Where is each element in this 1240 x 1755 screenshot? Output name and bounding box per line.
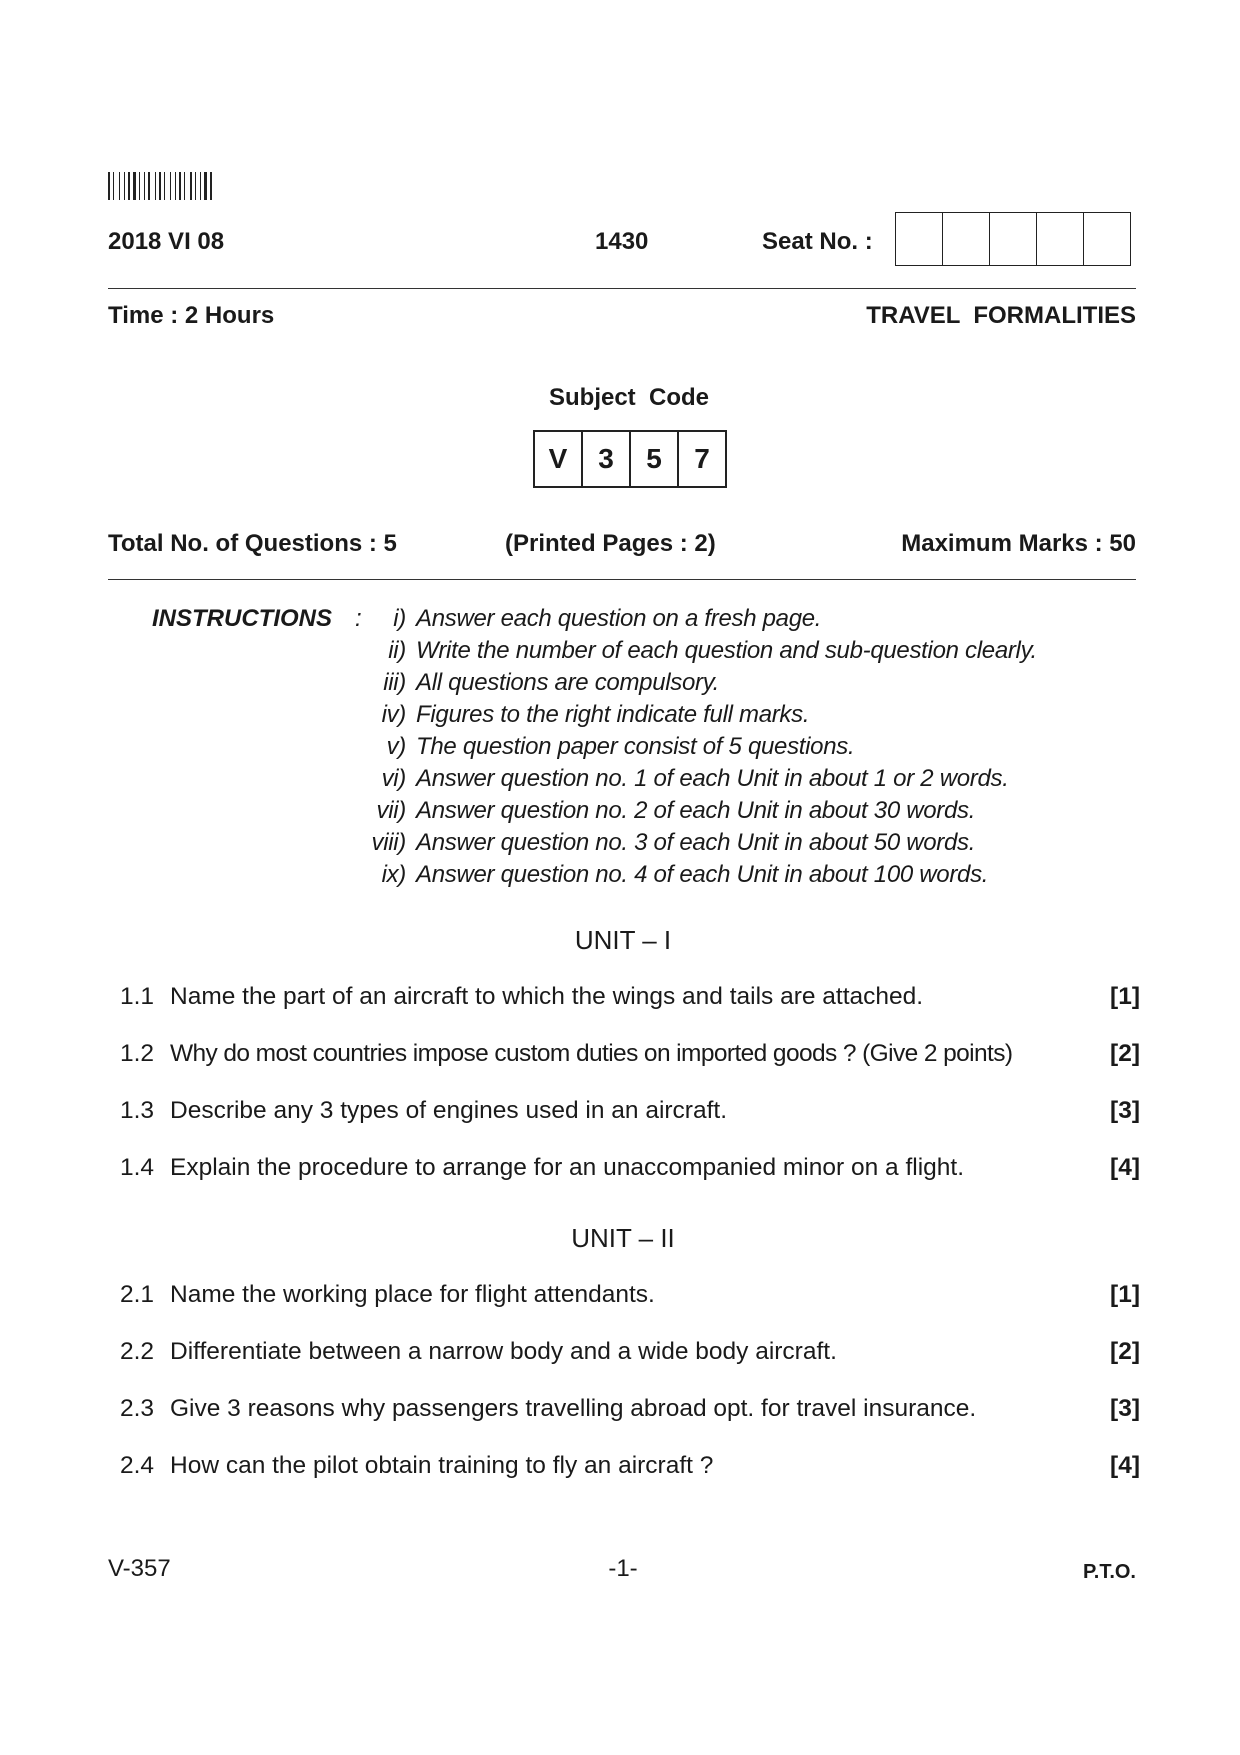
question-text: Explain the procedure to arrange for an unaccompanied minor on a flight. [170,1154,965,1181]
barcode-gap [193,172,194,200]
barcode-bar [108,172,110,200]
question-number: 2.3 [120,1395,155,1422]
question-number: 2.2 [120,1338,155,1365]
exam-code: 2018 VI 08 [108,228,225,255]
barcode-gap [146,172,147,200]
barcode-gap [182,172,183,200]
instructions-divider [108,579,1136,580]
seat-box[interactable] [943,213,990,265]
barcode-gap [197,172,199,200]
question-marks: [4] [1110,1452,1140,1479]
unit-heading: UNIT – II [571,1223,675,1253]
barcode-bar [164,172,165,200]
barcode-gap [166,172,169,200]
barcode-bar [144,172,145,200]
instruction-item [300,669,1160,701]
instruction-item [300,637,1160,669]
instruction-number: i) [393,605,406,632]
barcode-bar [124,172,125,200]
barcode-bar [204,172,207,200]
subject-code-char: 5 [631,432,679,486]
total-questions: Total No. of Questions : 5 [108,530,397,557]
instruction-number: iv) [381,701,406,728]
instruction-text: Answer question no. 1 of each Unit in about 1 or 2 words. [416,765,1009,792]
subject-code-char: 7 [694,443,710,474]
instruction-text: Write the number of each question and sub-question clearly. [416,637,1037,664]
barcode-gap [141,172,143,200]
instruction-item [300,733,1160,765]
barcode-gap [126,172,127,200]
instruction-text: Answer question no. 3 of each Unit in about 50 words. [416,829,976,856]
barcode-bar [179,172,181,200]
barcode [108,172,248,200]
question-row [120,1040,1140,1074]
time-allowed: Time : 2 Hours [108,302,275,329]
barcode-gap [186,172,189,200]
instruction-item [300,765,1160,797]
instructions-colon: : [355,605,362,632]
barcode-bar [200,172,201,200]
question-row [120,1395,1140,1429]
instruction-number: iii) [383,669,406,696]
question-marks: [3] [1110,1097,1140,1124]
instruction-item [300,829,1160,861]
question-row [120,1452,1140,1486]
barcode-bar [195,172,196,200]
instruction-text: Answer question no. 4 of each Unit in about 100 words. [416,861,989,888]
question-marks: [1] [1110,1281,1140,1308]
instruction-number: vi) [381,765,406,792]
barcode-gap [111,172,112,200]
instruction-text: Figures to the right indicate full marks. [416,701,810,728]
question-row [120,1338,1140,1372]
question-text: Name the part of an aircraft to which the wings and tails are attached. [170,983,924,1010]
question-text: Differentiate between a narrow body and a wide body aircraft. [170,1338,837,1365]
barcode-bar [113,172,114,200]
question-marks: [1] [1110,983,1140,1010]
barcode-bar [170,172,171,200]
question-text: Give 3 reasons why passengers travelling abroad opt. for travel insurance. [170,1395,977,1422]
seat-box[interactable] [896,213,943,265]
question-text: How can the pilot obtain training to fly an aircraft ? [170,1452,714,1479]
subject-code-char: V [535,432,583,486]
seat-box[interactable] [990,213,1037,265]
question-number: 1.2 [120,1040,155,1067]
barcode-bar [175,172,176,200]
question-text: Why do most countries impose custom duties on imported goods ? (Give 2 points) [170,1040,1013,1067]
instruction-number: ii) [388,637,406,664]
barcode-bar [190,172,192,200]
question-text: Name the working place for flight attendants. [170,1281,655,1308]
question-number: 1.1 [120,983,155,1010]
question-number: 1.4 [120,1154,155,1181]
seat-box[interactable] [1037,213,1084,265]
instructions-label: INSTRUCTIONS [152,605,332,632]
barcode-gap [151,172,154,200]
footer-paper-code: V-357 [108,1555,171,1582]
instruction-text: Answer question no. 2 of each Unit in about 30 words. [416,797,976,824]
instruction-text: Answer each question on a fresh page. [416,605,822,632]
barcode-gap [172,172,174,200]
question-text: Describe any 3 types of engines used in an aircraft. [170,1097,728,1124]
barcode-gap [121,172,123,200]
instruction-item [300,861,1160,893]
barcode-gap [202,172,203,200]
instruction-item [300,797,1160,829]
barcode-bar [128,172,130,200]
barcode-bar [133,172,136,200]
question-row [120,1281,1140,1315]
maximum-marks: Maximum Marks : 50 [901,530,1136,557]
question-number: 2.1 [120,1281,155,1308]
subject-code-char: 3 [583,432,631,486]
seat-number-label: Seat No. : [762,228,873,255]
footer-page-number: -1- [608,1555,638,1582]
barcode-gap [208,172,209,200]
instruction-number: vii) [376,797,406,824]
question-number: 2.4 [120,1452,155,1479]
question-marks: [2] [1110,1040,1140,1067]
barcode-gap [131,172,132,200]
barcode-gap [177,172,178,200]
question-marks: [3] [1110,1395,1140,1422]
barcode-gap [157,172,158,200]
footer-pto: P.T.O. [1083,1561,1136,1583]
instruction-text: All questions are compulsory. [416,669,719,696]
question-marks: [2] [1110,1338,1140,1365]
barcode-bar [148,172,150,200]
barcode-gap [137,172,138,200]
barcode-gap [115,172,118,200]
seat-number-boxes[interactable] [895,212,1131,266]
question-row [120,1097,1140,1131]
instruction-item [300,701,1160,733]
question-row [120,983,1140,1017]
instruction-number: viii) [371,829,406,856]
barcode-gap [162,172,163,200]
barcode-bar [155,172,156,200]
paper-number: 1430 [595,228,649,255]
question-marks: [4] [1110,1154,1140,1181]
subject-title: TRAVEL FORMALITIES [866,302,1136,329]
seat-box[interactable] [1084,213,1130,265]
instruction-item [300,605,1160,637]
subject-code-boxes [533,430,727,488]
printed-pages: (Printed Pages : 2) [505,530,716,557]
instruction-text: The question paper consist of 5 questions. [416,733,855,760]
question-row [120,1154,1140,1188]
subject-code-label: Subject Code [548,384,710,411]
instruction-number: v) [386,733,406,760]
barcode-bar [119,172,120,200]
question-number: 1.3 [120,1097,155,1124]
barcode-bar [184,172,185,200]
barcode-bar [159,172,161,200]
instruction-number: ix) [381,861,406,888]
header-divider [108,288,1136,289]
unit-heading: UNIT – I [574,925,672,955]
barcode-bar [139,172,140,200]
barcode-bar [210,172,212,200]
